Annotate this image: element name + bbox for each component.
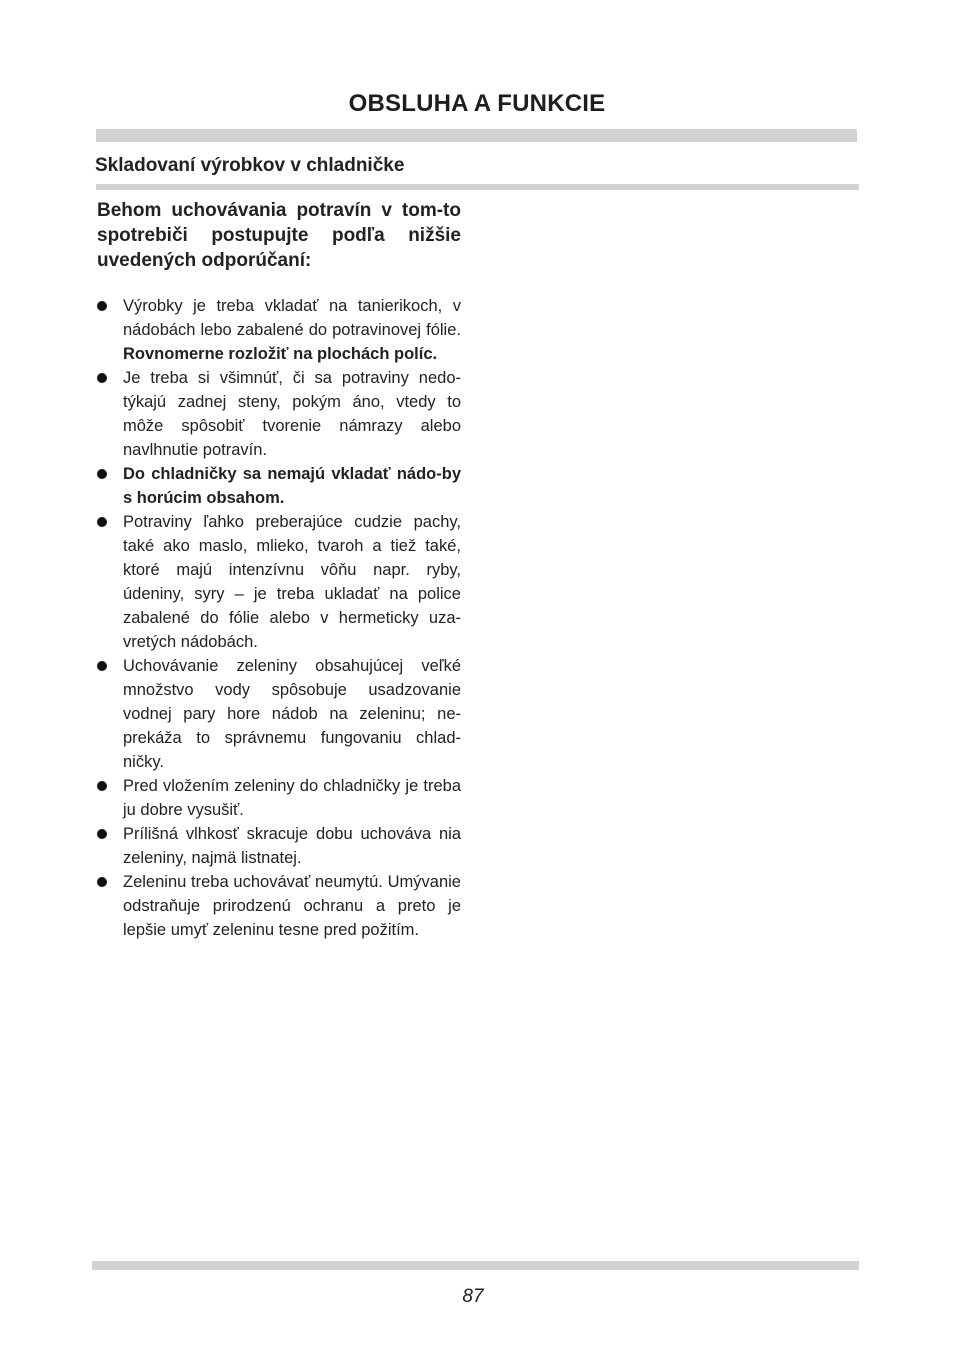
list-item xyxy=(97,654,461,774)
bullet-icon xyxy=(97,301,107,311)
section-title: Skladovaní výrobkov v chladničke xyxy=(95,155,405,176)
bullet-icon xyxy=(97,781,107,791)
bullet-icon xyxy=(97,661,107,671)
list-item-text: Potraviny ľahko preberajúce cudzie pachy, také ako maslo, mlieko, tvaroh a tiež také, ktoré majú intenzívnu vôňu napr. ryby, údeniny, syry – je treba ukladať na police zabalené do fólie alebo v hermeticky uza-vretých nádobách. xyxy=(123,513,461,651)
bullet-icon xyxy=(97,373,107,383)
bullet-icon xyxy=(97,469,107,479)
list-item xyxy=(97,462,461,510)
list-item xyxy=(97,366,461,462)
bullet-icon xyxy=(97,829,107,839)
list-item-text: Prílišná vlhkosť skracuje dobu uchováva nia zeleniny, najmä listnatej. xyxy=(123,825,461,867)
header-divider xyxy=(96,129,857,142)
list-item xyxy=(97,294,461,366)
list-item-bold-text: Rovnomerne rozložiť na plochách políc. xyxy=(123,345,438,363)
list-item-text: Uchovávanie zeleniny obsahujúcej veľké množstvo vody spôsobuje usadzovanie vodnej pary hore nádob na zeleninu; ne-prekáža to správnemu fungovaniu chlad-ničky. xyxy=(123,657,461,771)
intro-paragraph: Behom uchovávania potravín v tom-to spotrebiči postupujte podľa nižšie uvedených odporúčaní: xyxy=(97,200,461,271)
page-title: OBSLUHA A FUNKCIE xyxy=(348,90,606,117)
list-item-bold-text: Do chladničky sa nemajú vkladať nádo-by s horúcim obsahom. xyxy=(123,465,461,507)
list-item xyxy=(97,510,461,654)
footer-divider xyxy=(92,1261,859,1270)
list-item-text: Výrobky je treba vkladať na tanierikoch, v nádobách lebo zabalené do potravinovej fólie. xyxy=(123,297,461,339)
bullet-icon xyxy=(97,517,107,527)
page-number: 87 xyxy=(462,1286,484,1307)
list-item xyxy=(97,774,461,822)
list-item-text: Zeleninu treba uchovávať neumytú. Umývanie odstraňuje prirodzenú ochranu a preto je lepšie umyť zeleninu tesne pred požitím. xyxy=(123,873,461,939)
bullet-icon xyxy=(97,877,107,887)
section-divider xyxy=(96,184,859,190)
recommendation-list xyxy=(97,294,461,942)
list-item-text: Pred vložením zeleniny do chladničky je treba ju dobre vysušiť. xyxy=(123,777,461,819)
list-item-text: Je treba si všimnúť, či sa potraviny nedo-týkajú zadnej steny, pokým áno, vtedy to môže spôsobiť tvorenie námrazy alebo navlhnutie potravín. xyxy=(123,369,461,459)
list-item xyxy=(97,822,461,870)
list-item xyxy=(97,870,461,942)
